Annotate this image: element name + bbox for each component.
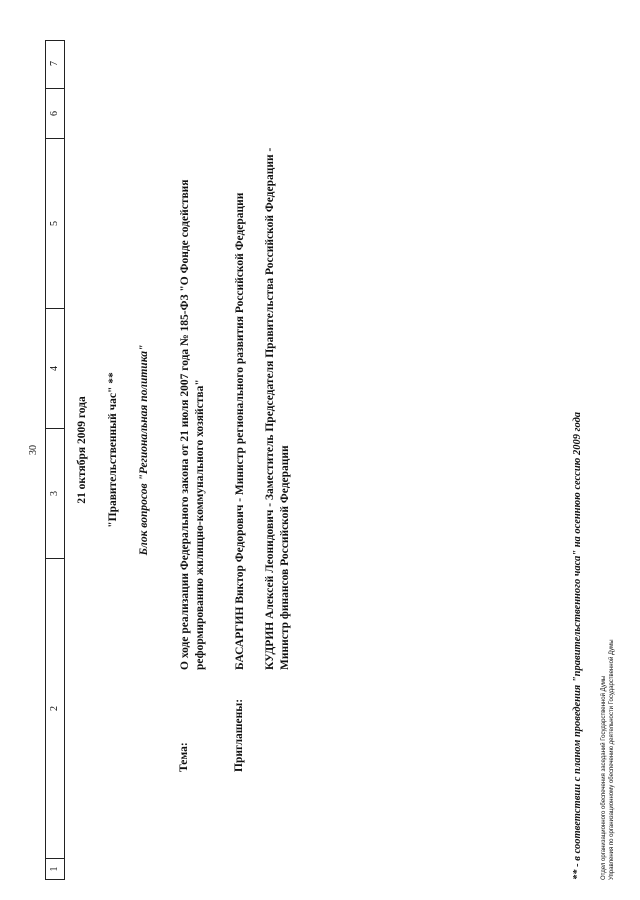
footer (600, 639, 616, 880)
invited-person: БАСАРГИН Виктор Федорович - Министр регионального развития Российской Федерации (234, 192, 246, 670)
column-number-cell: 1 (49, 866, 60, 872)
column-number-cell: 6 (46, 89, 64, 139)
footer-line: Отдел организационного обеспечения заседаний Государственной Думы (601, 675, 607, 880)
column-number-table (45, 40, 65, 880)
footer-line: Управления по организационному обеспечению деятельности Государственной Думы (609, 639, 615, 880)
footnote: ** - в соответствии с планом проведения "правительственного часа" на осеннюю сессию 2009 года (572, 411, 583, 880)
page-number: 30 (28, 445, 39, 455)
column-number-cell: 2 (46, 559, 64, 859)
event-title: "Правительственный час" ** (107, 372, 119, 528)
column-number-cell: 4 (46, 309, 64, 429)
invited-label: Приглашены: (233, 698, 245, 772)
session-date: 21 октября 2009 года (76, 396, 88, 504)
topic-text: О ходе реализации Федерального закона от 21 июля 2007 года № 185-ФЗ "О Фонде содействия реформированию жилищно-коммунального хозяйства" (179, 179, 206, 670)
column-number-cell: 7 (46, 39, 64, 89)
column-number-cell: 3 (46, 429, 64, 559)
topic-label: Тема: (178, 742, 190, 772)
column-number-cell: 5 (46, 139, 64, 309)
invited-person: КУДРИН Алексей Леонидович - Заместитель Председателя Правительства Российской Федерации - Министр финансов Российской Федерации (264, 147, 291, 670)
question-block: Блок вопросов "Региональная политика" (138, 344, 150, 556)
